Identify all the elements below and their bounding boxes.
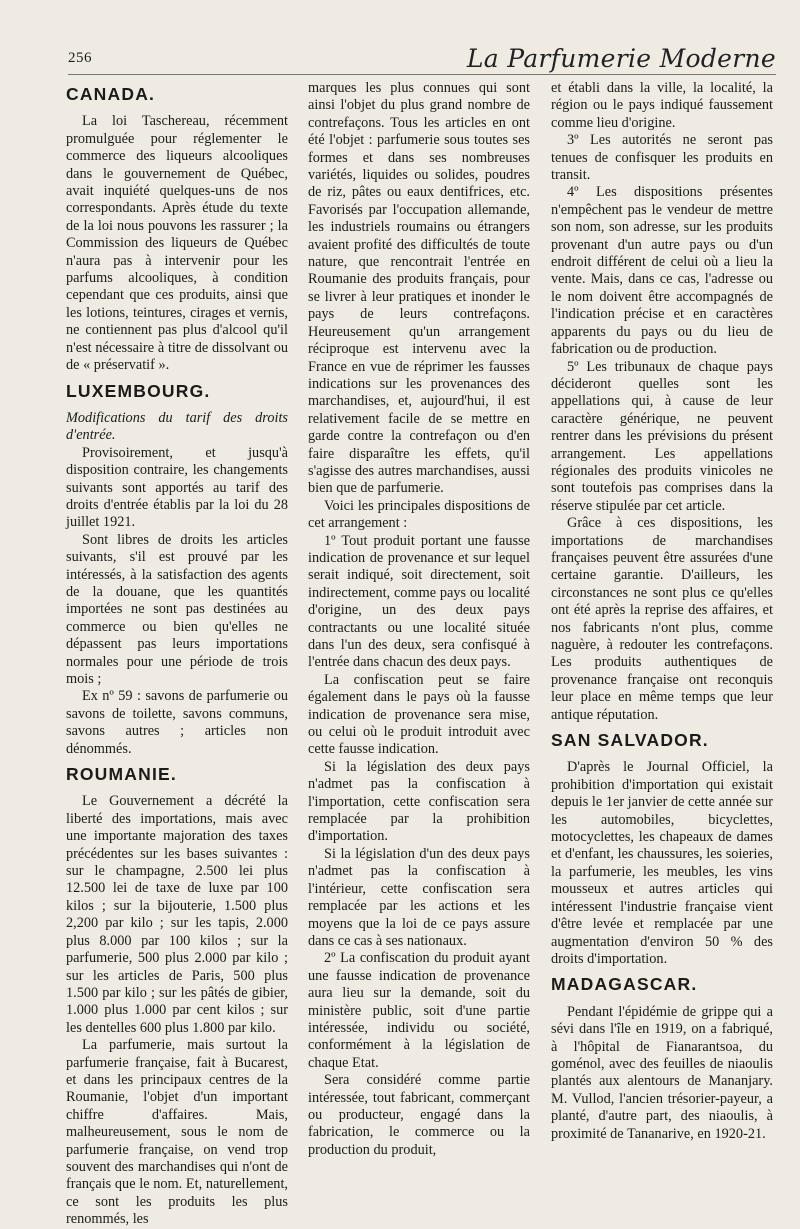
paragraph: et établi dans la ville, la localité, la région ou le pays indiqué faussement comme lieu d'origine.	[551, 80, 773, 131]
journal-masthead: La Parfumerie Moderne	[466, 44, 776, 73]
page-number: 256	[68, 50, 92, 66]
paragraph: 4º Les dispositions présentes n'empêchent pas le vendeur de mettre son nom, son adresse, sur les produits provenant d'un autre pays ou d'un endroit différent de celui où a lieu la vente. Mais, dans ce cas, l'adresse ou le nom doivent être accompagnés de l'indication précise et en caractères apparents du pays ou du lieu de fabrication ou de production.	[551, 184, 773, 358]
section-heading-san-salvador: SAN SALVADOR.	[551, 730, 709, 751]
section-heading-roumanie: ROUMANIE.	[66, 764, 177, 785]
paragraph: 3º Les autorités ne seront pas tenues de confisquer les produits en transit.	[551, 132, 773, 184]
paragraph: Si la législation d'un des deux pays n'admet pas la confiscation à l'intérieur, cette confiscation sera remplacée par les actions et les moyens que la loi de ce pays assure dans ce cas à ses nationaux.	[308, 845, 530, 949]
paragraph: Ex nº 59 : savons de parfumerie ou savons de toilette, savons communs, savons autres ; articles non dénommés.	[66, 688, 288, 757]
paragraph: Sont libres de droits les articles suivants, s'il est prouvé par les intéressés, à la satisfaction des agents de la douane, que les quantités importées ne sont pas destinées au commerce ou bien qu'elles ne dépassent pas leurs importations normales pour une période de trois mois ;	[66, 531, 288, 687]
paragraph: Sera considéré comme partie intéressée, tout fabricant, commerçant ou producteur, engagé dans la fabrication, le commerce ou la production du produit,	[308, 1072, 530, 1158]
column-middle	[308, 80, 530, 1159]
paragraph: 2º La confiscation du produit ayant une fausse indication de provenance aura lieu sur la demande, soit du ministère public, soit d'une partie intéressée, individu ou société, conformément à la législation de chaque Etat.	[308, 950, 530, 1071]
paragraph: 5º Les tribunaux de chaque pays décideront quelles sont les appellations qui, à cause de leur caractère générique, ne peuvent rentrer dans les prévisions du présent arrangement. Les appellations régionales des produits vinicoles ne sont toutefois pas comprises dans la réserve stipulée par cet article.	[551, 358, 773, 514]
paragraph: Si la législation des deux pays n'admet pas la confiscation à l'importation, cette confiscation sera remplacée par la prohibition d'importation.	[308, 758, 530, 845]
paragraph: marques les plus connues qui sont ainsi l'objet du plus grand nombre de contrefaçons. Tous les articles en ont été l'objet : parfumerie sous toutes ses formes et dans ses nombreuses variétés, liquides ou solides, poudres de riz, pâtes ou eaux dentifrices, etc. Favorisés par l'occupation allemande, les industriels roumains ou étrangers avaient profité des difficultés de toute nature, que rencontrait l'entrée en Roumanie des produits français, pour se livrer à leur pratiques et inonder le pays de leurs contrefaçons. Heureusement qu'un arrangement réciproque est intervenu avec la France en vue de réprimer les fausses indications sur les provenances des marchandises, et, aujourd'hui, il est relativement facile de se mettre en garde contre la contrefaçon ou d'en faire disparaître les effets, qu'il s'agisse des autres marchandises, aussi bien que de parfumerie.	[308, 80, 530, 497]
header-rule	[68, 74, 776, 75]
section-heading-madagascar: MADAGASCAR.	[551, 974, 698, 995]
section-heading-luxembourg: LUXEMBOURG.	[66, 380, 211, 401]
column-right	[551, 80, 773, 1143]
paragraph: La confiscation peut se faire également dans le pays où la fausse indication de provenance sera mise, ou celui où le produit introduit avec cette fausse indication.	[308, 671, 530, 758]
subsection-title: Modifications du tarif des droits d'entrée.	[66, 409, 288, 444]
paragraph: Voici les principales dispositions de cet arrangement :	[308, 497, 530, 532]
paragraph: Provisoirement, et jusqu'à disposition contraire, les changements suivants sont apportés au tarif des droits d'entrée établis par la loi du 28 juillet 1921.	[66, 444, 288, 531]
paragraph: 1º Tout produit portant une fausse indication de provenance et sur lequel serait indiqué, soit directement, soit indirectement, comme pays ou localité d'origine, un des deux pays contractants ou une localité située dans l'un des deux, sera confisqué à l'entrée dans chacun des deux pays.	[308, 532, 530, 671]
paragraph: La parfumerie, mais surtout la parfumerie française, fait à Bucarest, et dans les principaux centres de la Roumanie, l'objet d'un important chiffre d'affaires. Mais, malheureusement, sous le nom de parfumerie française, on vend trop souvent des marchandises qui n'ont de français que le nom. Et, naturellement, ce sont les produits les plus renommés, les	[66, 1037, 288, 1228]
paragraph: D'après le Journal Officiel, la prohibition d'importation qui existait depuis le 1er janvier de cette année sur les automobiles, bicyclettes, motocyclettes, les chapeaux de dames et d'enfant, les chaussures, les soieries, la parfumerie, les meubles, les vins mousseux et autres articles qui intéressent l'industrie française vient d'être levée et remplacée par une augmentation d'environ 50 % des droits d'importation.	[551, 759, 773, 967]
column-left	[66, 80, 288, 1229]
paragraph: Le Gouvernement a décrété la liberté des importations, mais avec une importante majoration des taxes précédentes sur les bases suivantes : sur le champagne, 2.500 lei plus 12.500 lei de taxe de luxe par 100 kilos ; sur la bijouterie, 1.500 plus 2,200 par kilo ; sur les tapis, 2.000 plus 8.000 par 100 kilos ; sur la parfumerie, 500 plus 2.000 par kilo ; sur les articles de Paris, 500 plus 1.500 par kilo ; sur les pâtés de gibier, 1.000 plus 1.000 par cent kilos ; sur les dentelles 600 plus 1.800 par kilo.	[66, 793, 288, 1036]
paragraph: Pendant l'épidémie de grippe qui a sévi dans l'île en 1919, on a fabriqué, à l'hôpital de Fianarantsoa, du goménol, avec des feuilles de niaoulis plantés aux alentours de Mananjary. M. Vullod, l'ancien trésorier-payeur, a planté, d'autre part, des niaoulis, à proximité de Tananarive, en 1920-21.	[551, 1003, 773, 1142]
paragraph: La loi Taschereau, récemment promulguée pour réglementer le commerce des liqueurs alcooliques dans le gouvernement de Québec, avait inquiété quelques-uns de nos correspondants. Après étude du texte de la loi nous pouvons les rassurer ; la Commission des liqueurs de Québec n'aura pas à intervenir pour les parfums alcooliques, à condition cependant que ces produits, ainsi que les lotions, teintures, cirages et vernis, ne contiennent pas plus d'alcool qu'il n'est nécessaire à titre de dissolvant ou de « préservatif ».	[66, 113, 288, 374]
paragraph: Grâce à ces dispositions, les importations de marchandises françaises peuvent être assurées d'une certaine garantie. D'ailleurs, les circonstances ne sont plus ce qu'elles ont été après la reprise des affaires, et nos fabricants n'ont plus, comme naguère, à redouter les contrefaçons. Les produits authentiques de provenance française ont reconquis leur place en même temps que leur antique réputation.	[551, 515, 773, 723]
section-heading-canada: CANADA.	[66, 84, 156, 104]
